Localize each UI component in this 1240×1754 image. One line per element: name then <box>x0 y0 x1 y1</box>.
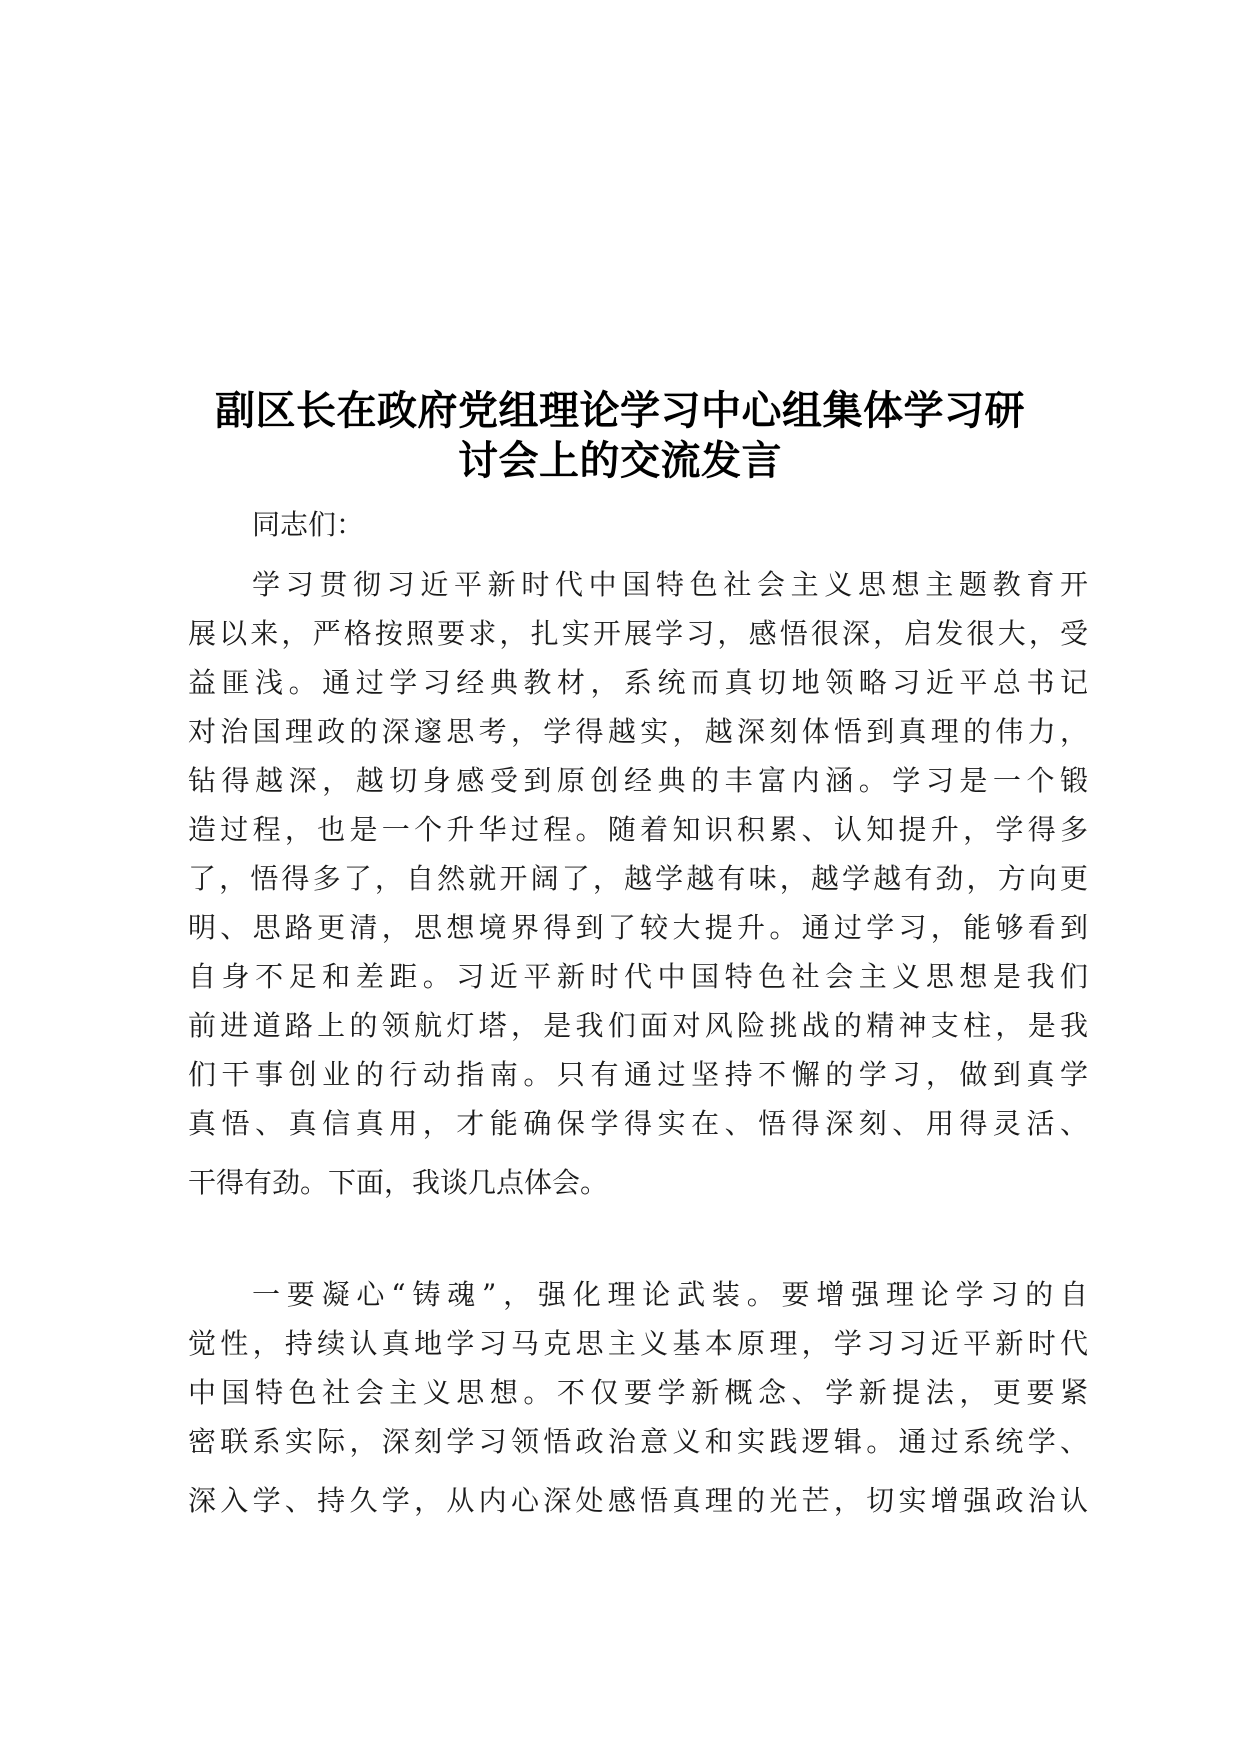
paragraph-1-line: 造过程，也是一个升华过程。随着知识积累、认知提升，学得多 <box>188 813 1088 846</box>
paragraph-2-line: 深入学、持久学，从内心深处感悟真理的光芒，切实增强政治认 <box>188 1484 1088 1517</box>
paragraph-1-line: 们干事创业的行动指南。只有通过坚持不懈的学习，做到真学 <box>188 1058 1088 1091</box>
paragraph-1-line: 益匪浅。通过学习经典教材，系统而真切地领略习近平总书记 <box>188 666 1088 699</box>
paragraph-1-line: 自身不足和差距。习近平新时代中国特色社会主义思想是我们 <box>188 960 1088 993</box>
paragraph-1-line: 展以来，严格按照要求，扎实开展学习，感悟很深，启发很大，受 <box>188 617 1088 650</box>
paragraph-2-line: 中国特色社会主义思想。不仅要学新概念、学新提法，更要紧 <box>188 1376 1088 1409</box>
paragraph-1-line: 了，悟得多了，自然就开阔了，越学越有味，越学越有劲，方向更 <box>188 862 1088 895</box>
document-title-line-1: 副区长在政府党组理论学习中心组集体学习研 <box>215 388 1025 434</box>
paragraph-1-line: 真悟、真信真用，才能确保学得实在、悟得深刻、用得灵活、 <box>188 1107 1088 1140</box>
paragraph-1-line: 干得有劲。下面，我谈几点体会。 <box>188 1166 609 1199</box>
paragraph-1-line: 明、思路更清，思想境界得到了较大提升。通过学习，能够看到 <box>188 911 1088 944</box>
paragraph-1-line: 学习贯彻习近平新时代中国特色社会主义思想主题教育开 <box>252 568 1088 601</box>
document-title-line-2: 讨会上的交流发言 <box>458 438 782 484</box>
paragraph-1-line: 前进道路上的领航灯塔，是我们面对风险挑战的精神支柱，是我 <box>188 1009 1088 1042</box>
paragraph-2-line: 密联系实际，深刻学习领悟政治意义和实践逻辑。通过系统学、 <box>188 1425 1088 1458</box>
paragraph-1-line: 对治国理政的深邃思考，学得越实，越深刻体悟到真理的伟力， <box>188 715 1088 748</box>
paragraph-2-line: 觉性，持续认真地学习马克思主义基本原理，学习习近平新时代 <box>188 1327 1088 1360</box>
paragraph-1-line: 钻得越深，越切身感受到原创经典的丰富内涵。学习是一个锻 <box>188 764 1088 797</box>
greeting: 同志们： <box>252 508 365 541</box>
paragraph-2-line: 一要凝心“铸魂”，强化理论武装。要增强理论学习的自 <box>252 1278 1088 1311</box>
